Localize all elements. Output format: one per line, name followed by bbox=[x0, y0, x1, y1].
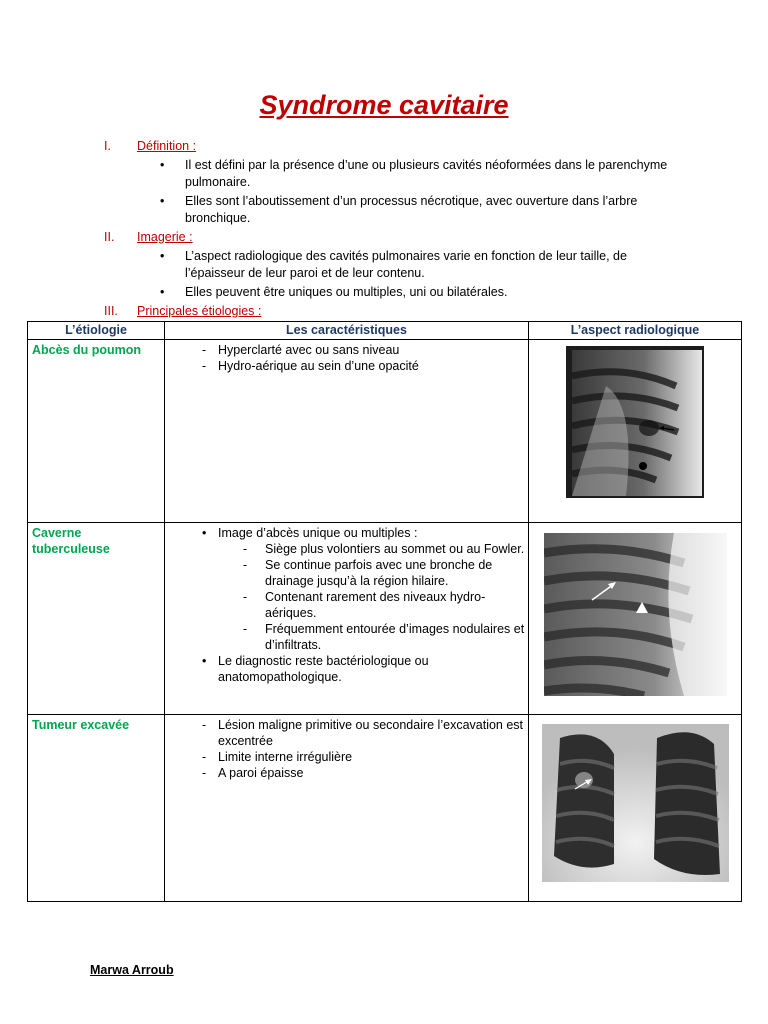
sub-list-item: - Siège plus volontiers au sommet ou au Fowler. bbox=[243, 542, 525, 556]
section-title: Imagerie : bbox=[137, 230, 193, 244]
column-header: L’étiologie bbox=[28, 322, 165, 340]
section-number: II. bbox=[104, 230, 115, 244]
characteristics-cell bbox=[165, 715, 529, 902]
dash-icon: - bbox=[243, 558, 248, 572]
dash-icon: - bbox=[202, 359, 207, 373]
characteristics-cell bbox=[165, 523, 529, 715]
bullet-icon: • bbox=[160, 249, 165, 263]
radiology-cell bbox=[529, 715, 742, 902]
dash-icon: - bbox=[243, 622, 248, 636]
table-row bbox=[28, 523, 742, 715]
list-item: • Il est défini par la présence d’une ou plusieurs cavités néoformées dans le parenchyme pulmonaire. bbox=[160, 158, 668, 189]
etiologies-table bbox=[27, 321, 742, 902]
etiology-cell: Abcès du poumon bbox=[28, 340, 165, 523]
list-item: - Hyperclarté avec ou sans niveau bbox=[202, 343, 400, 357]
table-row bbox=[28, 340, 742, 523]
dash-icon: - bbox=[243, 542, 248, 556]
xray-tuberculosis-image bbox=[544, 533, 727, 696]
bullet-icon: • bbox=[202, 654, 207, 668]
sub-list-item: - Fréquemment entourée d’images nodulaires et d’infiltrats. bbox=[243, 622, 525, 652]
list-item: • Le diagnostic reste bactériologique ou anatomopathologique. bbox=[202, 654, 429, 684]
sub-list-item: - Se continue parfois avec une bronche de drainage jusqu’à la région hilaire. bbox=[243, 558, 493, 588]
table-header-row bbox=[28, 322, 742, 340]
imagerie-list bbox=[160, 248, 680, 303]
page-title: Syndrome cavitaire bbox=[259, 90, 509, 120]
xray-abscess-image bbox=[566, 346, 704, 498]
dash-icon: - bbox=[243, 590, 248, 604]
sub-list-item: - Contenant rarement des niveaux hydro-aériques. bbox=[243, 590, 486, 620]
bullet-icon: • bbox=[160, 285, 165, 299]
list-item: - Lésion maligne primitive ou secondaire l’excavation est excentrée bbox=[202, 718, 524, 748]
author-name: Marwa Arroub bbox=[90, 963, 174, 977]
section-number: I. bbox=[104, 139, 111, 153]
dash-icon: - bbox=[202, 750, 207, 764]
column-header: L’aspect radiologique bbox=[529, 322, 742, 340]
bullet-icon: • bbox=[202, 526, 207, 540]
section-title: Définition : bbox=[137, 139, 197, 153]
bullet-icon: • bbox=[160, 194, 165, 208]
column-header: Les caractéristiques bbox=[165, 322, 529, 340]
list-item: - Limite interne irrégulière bbox=[202, 750, 353, 764]
xray-tumor-image bbox=[542, 724, 729, 882]
bullet-icon: • bbox=[160, 158, 165, 172]
list-item: • Image d’abcès unique ou multiples : bbox=[202, 526, 418, 540]
list-item: • Elles peuvent être uniques ou multiples, uni ou bilatérales. bbox=[160, 285, 508, 299]
definition-list bbox=[160, 157, 680, 229]
section-number: III. bbox=[104, 304, 118, 318]
table-row bbox=[28, 715, 742, 902]
dash-icon: - bbox=[202, 766, 207, 780]
radiology-cell bbox=[529, 340, 742, 523]
etiology-cell: Caverne tuberculeuse bbox=[28, 523, 165, 715]
list-item: • L’aspect radiologique des cavités pulmonaires varie en fonction de leur taille, de l’épaisseur de leur paroi et de leur contenu. bbox=[160, 249, 627, 280]
radiology-cell bbox=[529, 523, 742, 715]
etiology-cell: Tumeur excavée bbox=[28, 715, 165, 902]
list-item: • Elles sont l’aboutissement d’un processus nécrotique, avec ouverture dans l’arbre bronchique. bbox=[160, 194, 638, 225]
section-title: Principales étiologies : bbox=[137, 304, 262, 318]
dash-icon: - bbox=[202, 343, 207, 357]
characteristics-cell bbox=[165, 340, 529, 523]
list-item: - Hydro-aérique au sein d’une opacité bbox=[202, 359, 419, 373]
list-item: - A paroi épaisse bbox=[202, 766, 304, 780]
dash-icon: - bbox=[202, 718, 207, 732]
